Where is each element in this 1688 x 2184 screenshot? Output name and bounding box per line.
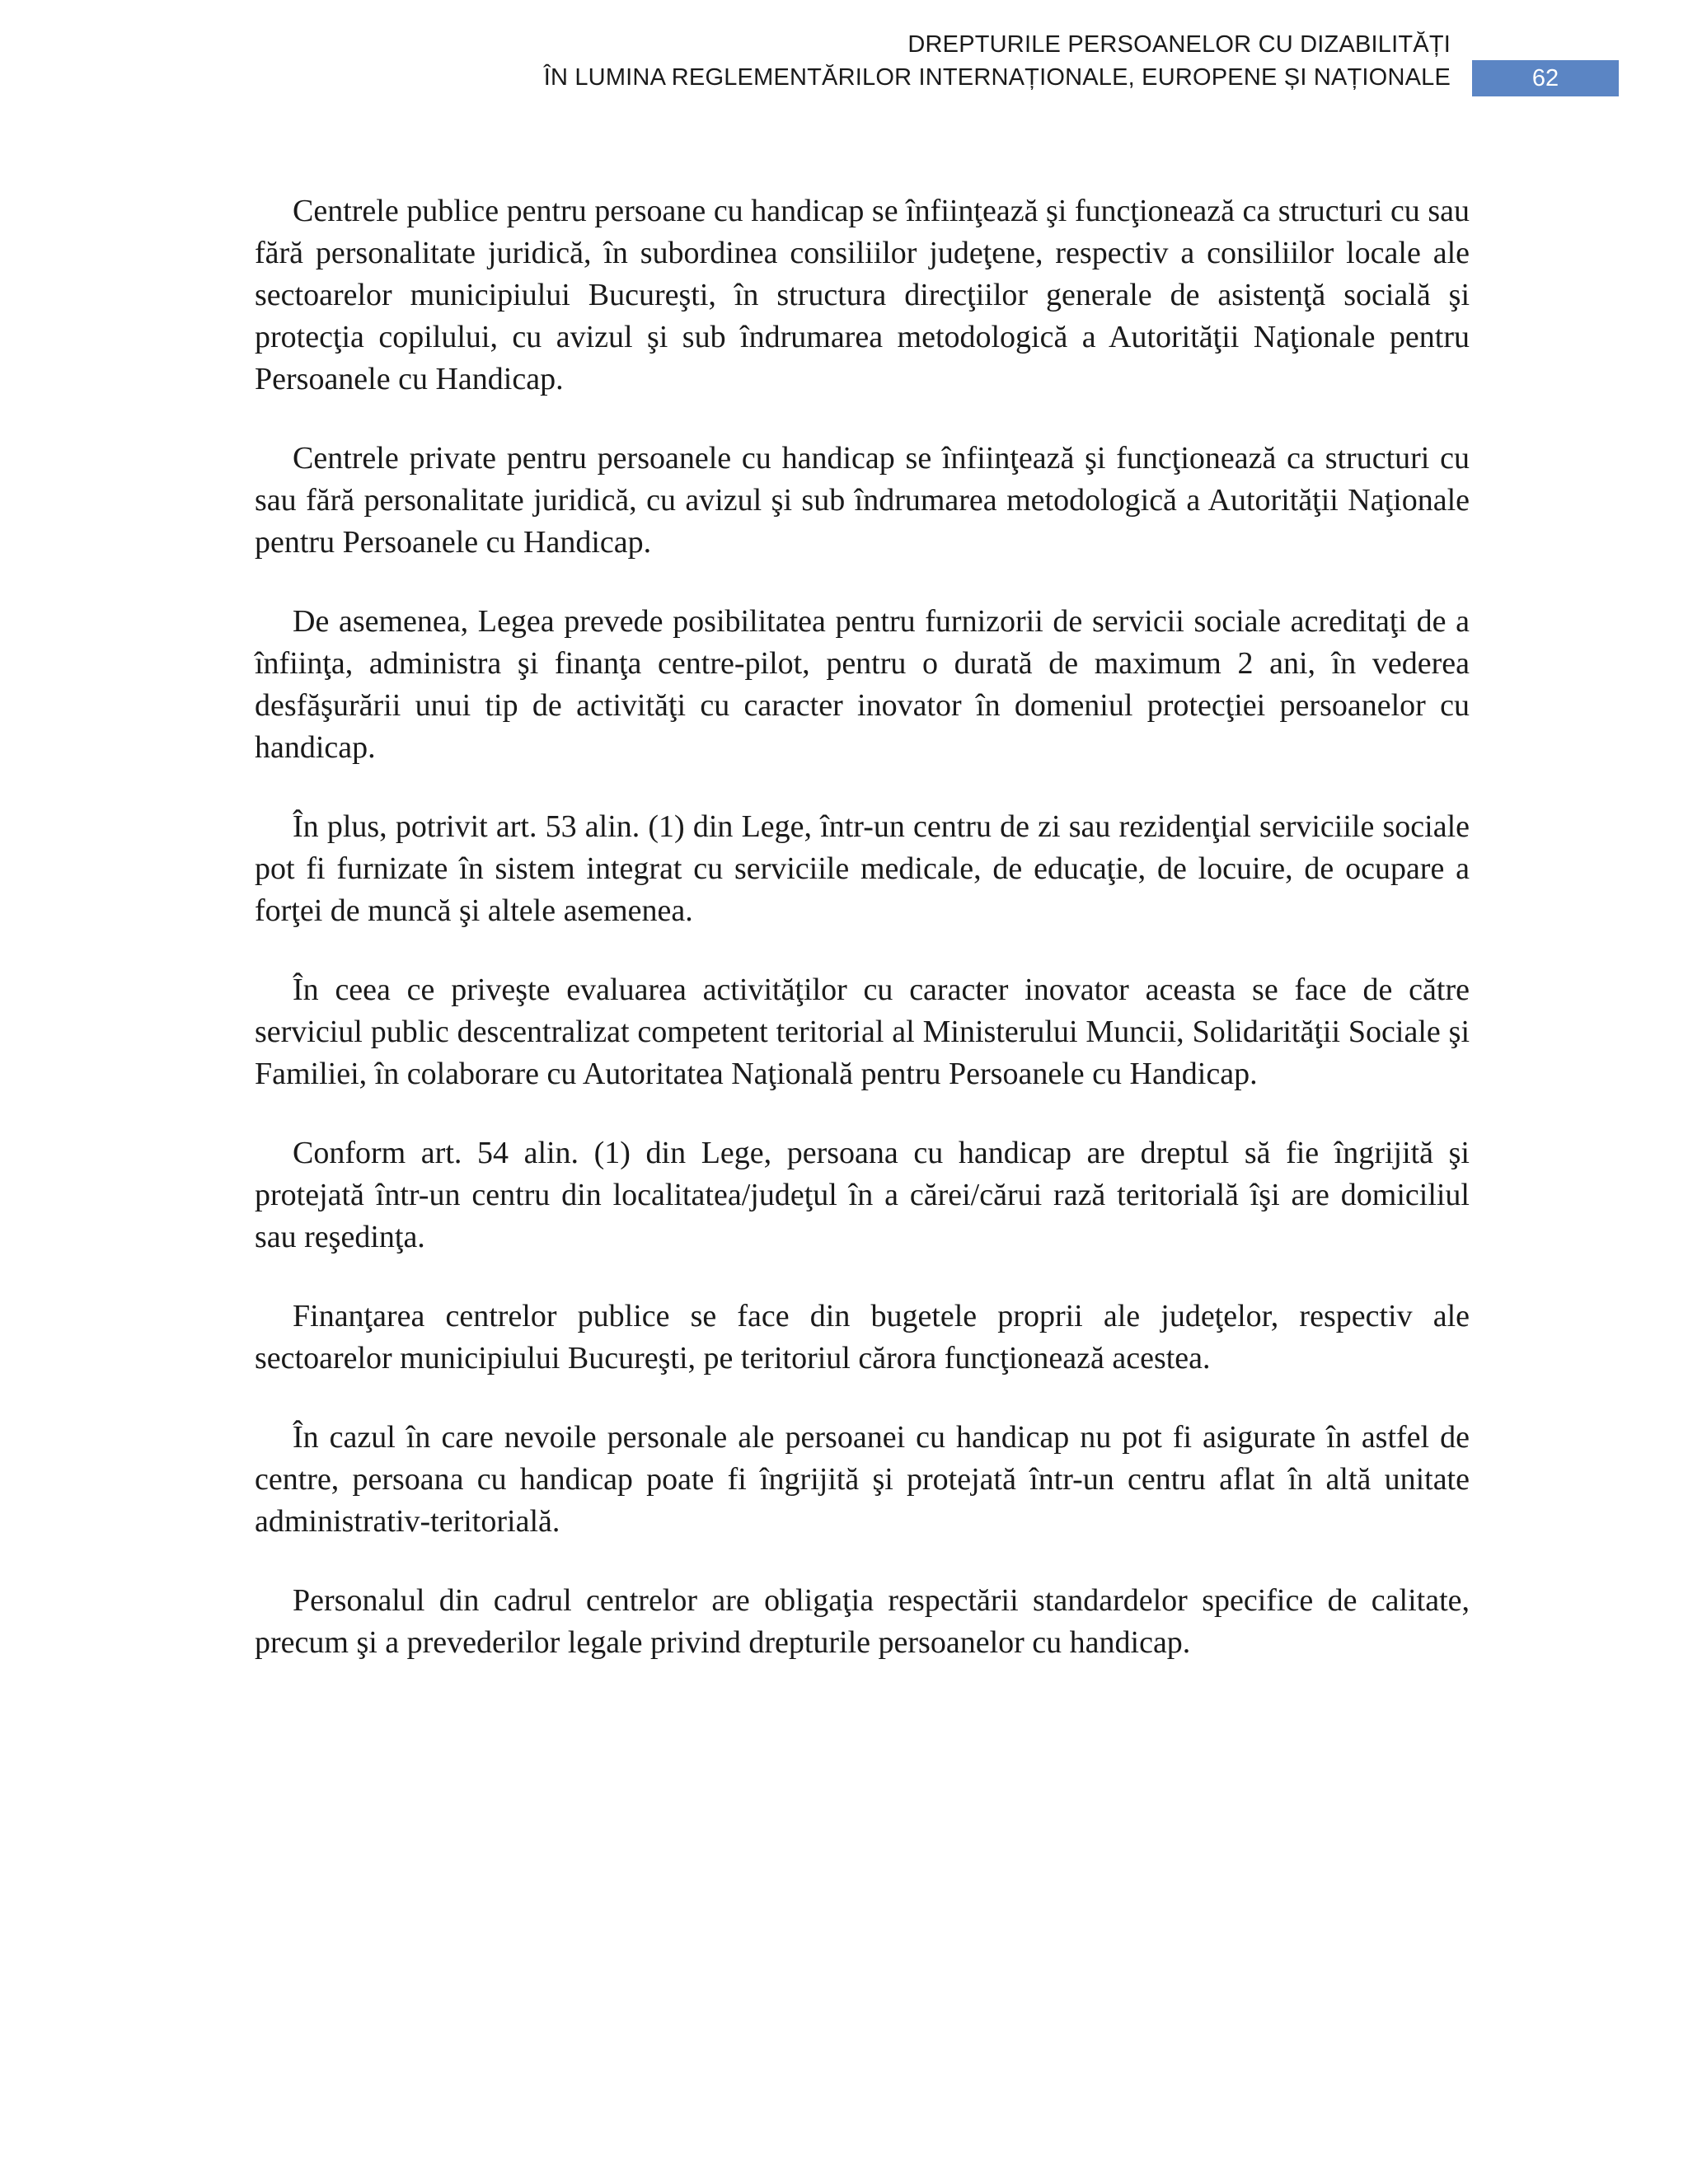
document-body [255, 190, 1470, 1701]
running-header [247, 28, 1451, 94]
header-title-line1: DREPTURILE PERSOANELOR CU DIZABILITĂȚI [907, 31, 1451, 58]
paragraph: Conform art. 54 alin. (1) din Lege, persoana cu handicap are dreptul să fie îngrijită şi protejată într-un centru din localitatea/judeţul în a cărei/cărui rază teritorială îşi are domiciliul sau reşedinţa. [255, 1136, 1470, 1254]
header-title-line2: ÎN LUMINA REGLEMENTĂRILOR INTERNAȚIONALE, EUROPENE ȘI NAȚIONALE [543, 64, 1451, 91]
paragraph: Centrele publice pentru persoane cu handicap se înfiinţează şi funcţionează ca structuri cu sau fără personalitate juridică, în subordinea consiliilor judeţene, respectiv a consiliilor locale ale sectoarelor municipiului Bucureşti, în structura direcţiilor generale de asistenţă socială şi protecţia copilului, cu avizul şi sub îndrumarea metodologică a Autorităţii Naţionale pentru Persoanele cu Handicap. [255, 194, 1470, 396]
paragraph: În cazul în care nevoile personale ale persoanei cu handicap nu pot fi asigurate în astfel de centre, persoana cu handicap poate fi îngrijită şi protejată într-un centru aflat în altă unitate administrativ-teritorială. [255, 1420, 1470, 1539]
paragraph: În ceea ce priveşte evaluarea activităţilor cu caracter inovator aceasta se face de către serviciul public descentralizat competent teritorial al Ministerului Muncii, Solidarităţii Sociale şi Familiei, în colaborare cu Autoritatea Naţională pentru Persoanele cu Handicap. [255, 972, 1470, 1091]
paragraph: De asemenea, Legea prevede posibilitatea pentru furnizorii de servicii sociale acreditaţi de a înfiinţa, administra şi finanţa centre-pilot, pentru o durată de maximum 2 ani, în vederea desfăşurării unui tip de activităţi cu caracter inovator în domeniul protecţiei persoanelor cu handicap. [255, 604, 1470, 765]
paragraph: Finanţarea centrelor publice se face din bugetele proprii ale judeţelor, respectiv ale sectoarelor municipiului Bucureşti, pe teritoriul cărora funcţionează acestea. [255, 1299, 1470, 1376]
paragraph: Centrele private pentru persoanele cu handicap se înfiinţează şi funcţionează ca structuri cu sau fără personalitate juridică, cu avizul şi sub îndrumarea metodologică a Autorităţii Naţionale pentru Persoanele cu Handicap. [255, 441, 1470, 560]
paragraph: În plus, potrivit art. 53 alin. (1) din Lege, într-un centru de zi sau rezidenţial serviciile sociale pot fi furnizate în sistem integrat cu serviciile medicale, de educaţie, de locuire, de ocupare a forţei de muncă şi altele asemenea. [255, 809, 1470, 928]
paragraph: Personalul din cadrul centrelor are obligaţia respectării standardelor specifice de calitate, precum şi a prevederilor legale privind drepturile persoanelor cu handicap. [255, 1583, 1470, 1660]
page-number-badge: 62 [1472, 60, 1619, 96]
